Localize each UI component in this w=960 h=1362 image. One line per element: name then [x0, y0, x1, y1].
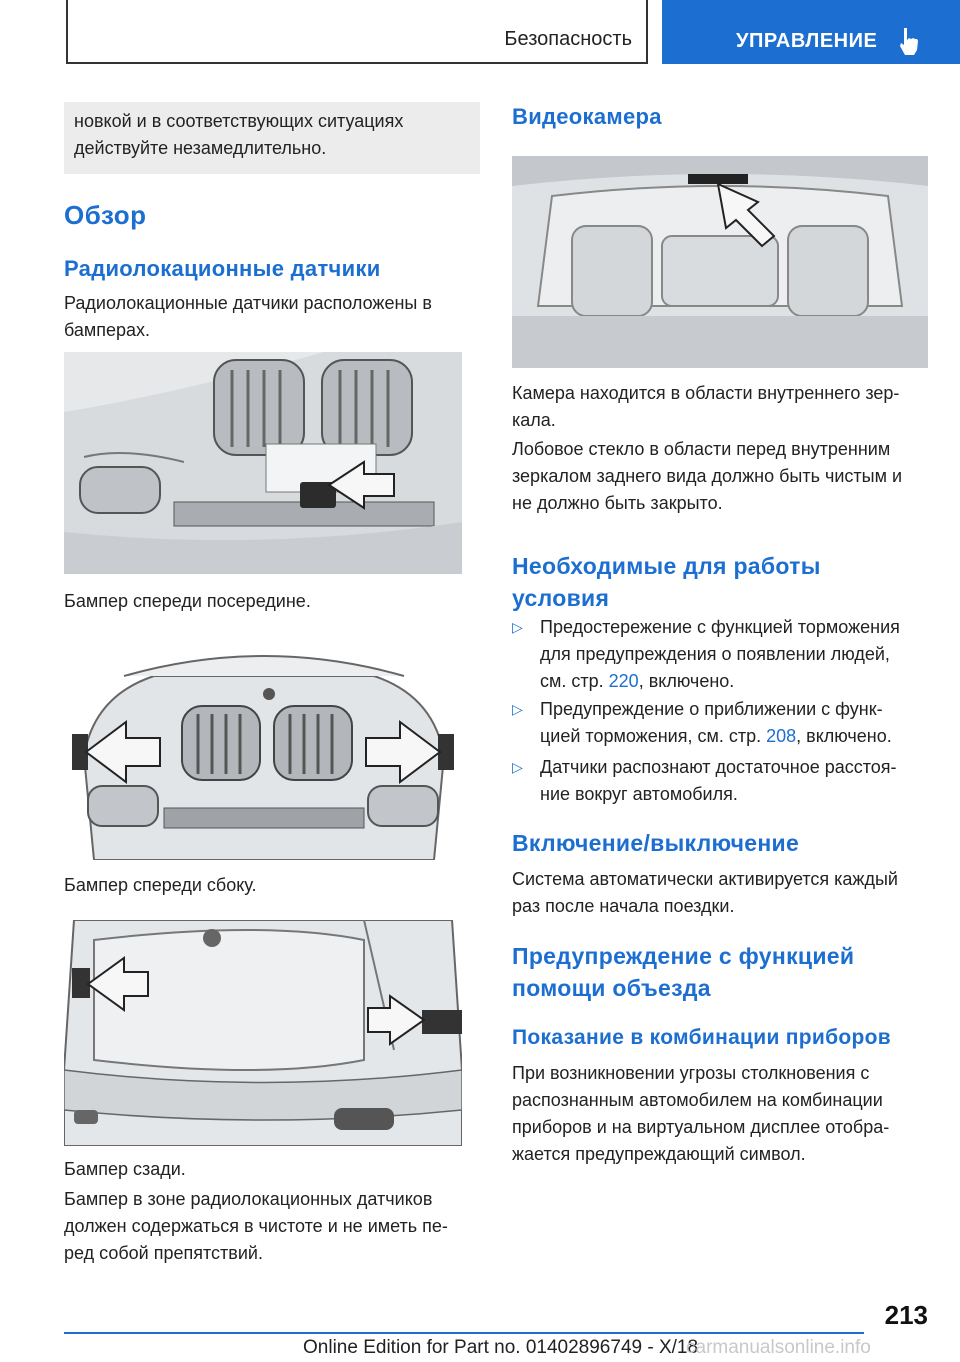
figure-rear-bumper — [64, 920, 462, 1146]
page-number: 213 — [884, 1300, 928, 1330]
header-section-box — [66, 0, 648, 64]
text-span: , включено. — [796, 726, 892, 746]
text-line: Датчики распознают достаточное расстоя- — [540, 757, 897, 777]
caption-rear: Бампер сзади. — [64, 1159, 186, 1179]
heading-operating-conditions — [512, 550, 821, 614]
figure-front-bumper-middle — [64, 352, 462, 574]
heading-on-off: Включение/выключение — [512, 830, 800, 856]
text-line — [540, 723, 932, 750]
note-line: новкой и в соответствующих ситуациях — [74, 111, 404, 131]
footer-divider — [64, 1332, 864, 1334]
header-section-title: Безопасность — [504, 28, 632, 50]
text-line: Бампер в зоне радиолокационных датчиков — [64, 1189, 433, 1209]
page-link-208[interactable]: 208 — [766, 726, 797, 746]
text-line: Предупреждение о приближении с функ- — [540, 699, 883, 719]
text-line: кала. — [512, 410, 556, 430]
footer-edition: Online Edition for Part no. 01402896749 - X/18 — [303, 1337, 699, 1358]
text-line: не должно быть закрыто. — [512, 493, 723, 513]
paragraph-auto-activation — [512, 866, 928, 920]
text-line: распознанным автомобилем на комбинации — [512, 1090, 883, 1110]
hand-pointer-icon — [894, 24, 928, 58]
text-line: жается предупреждающий символ. — [512, 1144, 806, 1164]
bullet-item — [512, 696, 932, 752]
text-line: приборов и на виртуальном дисплее отобра- — [512, 1117, 890, 1137]
text-line: Предостережение с функцией торможения — [540, 617, 900, 637]
text-line: ние вокруг автомобиля. — [540, 784, 738, 804]
paragraph-windshield-clean — [512, 436, 928, 517]
bullet-marker-icon: ▷ — [512, 619, 523, 635]
heading-instrument-display: Показание в комбинации приборов — [512, 1026, 891, 1049]
heading-evasion-warning — [512, 940, 854, 1004]
text-line: ред собой препятствий. — [64, 1243, 263, 1263]
text-line: зеркалом заднего вида должно быть чистым и — [512, 466, 903, 486]
figure-camera-location — [512, 156, 928, 368]
text-line: При возникновении угрозы столкновения с — [512, 1063, 870, 1083]
paragraph-keep-clean — [64, 1186, 480, 1267]
heading-radar-sensors: Радиолокационные датчики — [64, 256, 381, 281]
figure-front-bumper-side — [64, 636, 462, 860]
caption-front-side: Бампер спереди сбоку. — [64, 875, 257, 895]
text-line: Система автоматически активируется каждый — [512, 869, 898, 889]
text-line: Лобовое стекло в области перед внутренним — [512, 439, 891, 459]
bullet-item — [512, 754, 932, 810]
heading-overview: Обзор — [64, 200, 147, 230]
bullet-marker-icon: ▷ — [512, 759, 523, 775]
bullet-marker-icon: ▷ — [512, 701, 523, 717]
text-line: для предупреждения о появлении людей, — [540, 644, 890, 664]
heading-line: Предупреждение с функцией — [512, 943, 855, 969]
caption-front-middle: Бампер спереди посередине. — [64, 591, 311, 611]
paragraph-camera-location — [512, 380, 928, 434]
header-tab-label: УПРАВЛЕНИЕ — [736, 30, 878, 52]
text-line: Радиолокационные датчики расположены в — [64, 293, 432, 313]
paragraph-radar-location — [64, 290, 480, 344]
page-link-220[interactable]: 220 — [608, 671, 639, 691]
heading-video-camera: Видеокамера — [512, 104, 662, 129]
text-line: Камера находится в области внутреннего зер- — [512, 383, 900, 403]
note-line: действуйте незамедлительно. — [74, 138, 327, 158]
heading-line: помощи объезда — [512, 975, 711, 1001]
text-span: цией торможения, см. стр. — [540, 726, 767, 746]
text-span: , включено. — [638, 671, 735, 691]
watermark: carmanualsonline.info — [686, 1337, 871, 1358]
text-line: должен содержаться в чистоте и не иметь пе- — [64, 1216, 448, 1236]
heading-line: Необходимые для работы — [512, 553, 821, 579]
warning-note-continuation — [64, 102, 480, 174]
heading-line: условия — [512, 585, 610, 611]
paragraph-instrument-display — [512, 1060, 928, 1168]
text-line — [540, 668, 932, 695]
bullet-item — [512, 614, 932, 696]
text-span: см. стр. — [540, 671, 609, 691]
text-line: бамперах. — [64, 320, 151, 340]
header-tab[interactable] — [662, 0, 960, 64]
text-line: раз после начала поездки. — [512, 896, 735, 916]
